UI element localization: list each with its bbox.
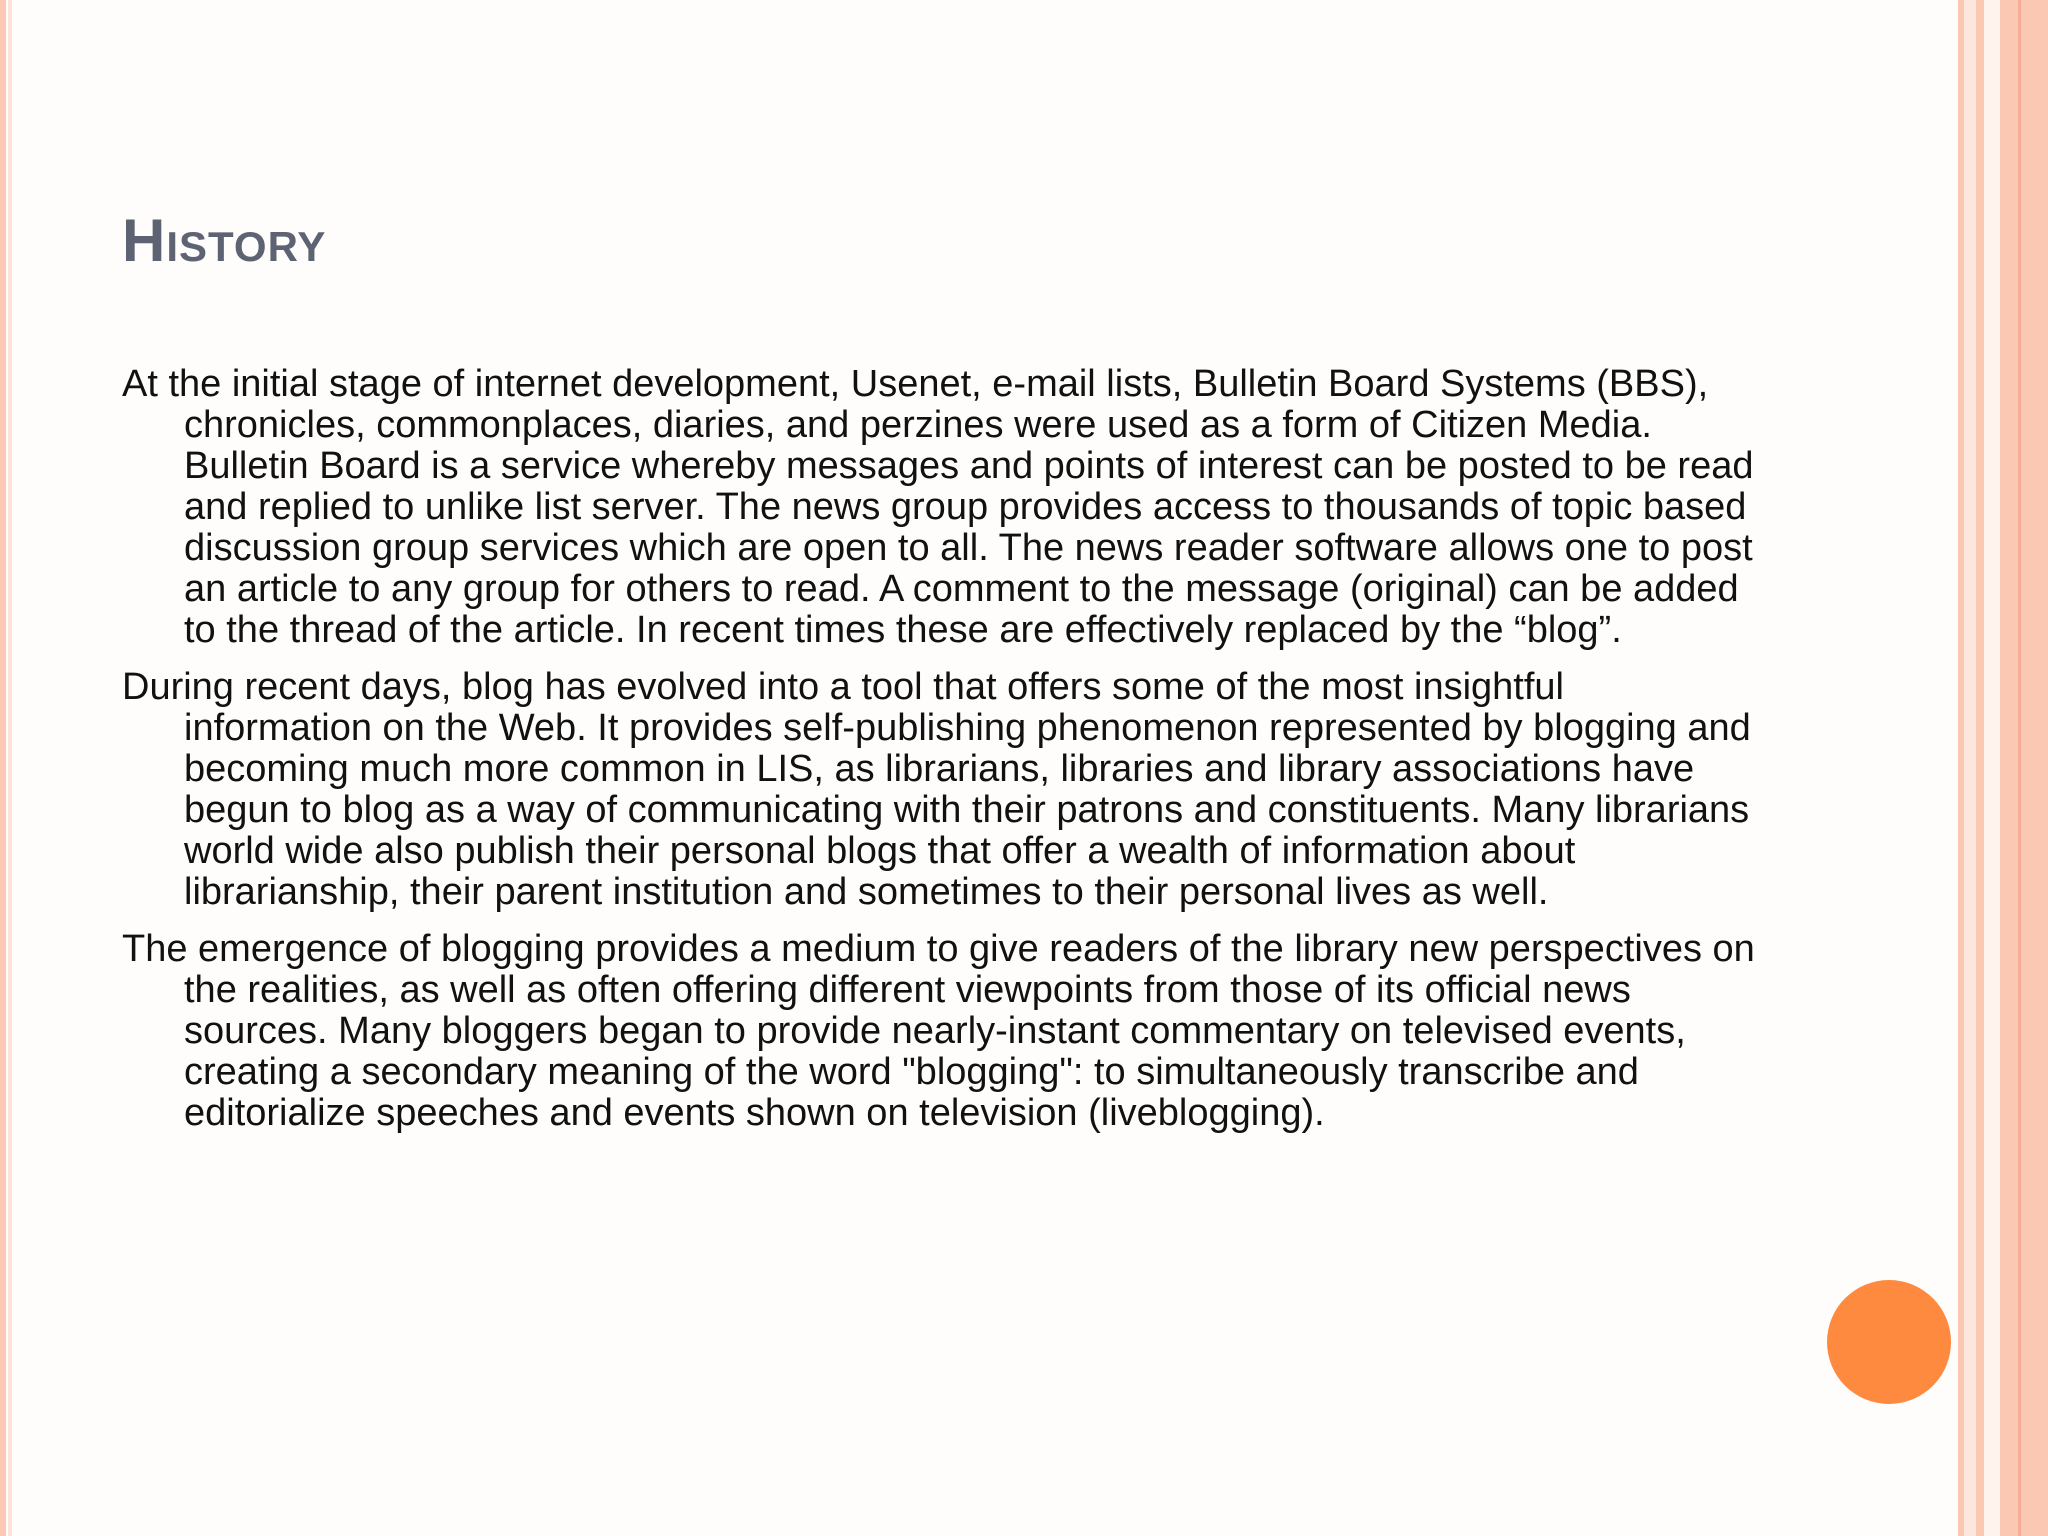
- left-border-inner-decoration: [8, 0, 12, 1536]
- stripe: [1964, 0, 1976, 1536]
- slide-title: History: [122, 207, 327, 274]
- paragraph-blog-evolution: During recent days, blog has evolved into a tool that offers some of the most insightful information on the Web. It provides self-publishing phenomenon represented by blogging and becoming much more common in LIS, as librarians, libraries and library associations have begun to blog as a way of communicating with their patrons and constituents. Many librarians world wide also publish their personal blogs that offer a wealth of information about librarianship, their parent institution and sometimes to their personal lives as well.: [122, 666, 1751, 913]
- left-border-decoration: [0, 0, 6, 1536]
- orange-circle-decoration: [1827, 1280, 1951, 1404]
- paragraph-history-usenet: At the initial stage of internet development, Usenet, e-mail lists, Bulletin Board Systems (BBS), chronicles, commonplaces, diaries, and perzines were used as a form of Citizen Media. Bulletin Board is a service whereby messages and points of interest can be posted to be read and replied to unlike list server. The news group provides access to thousands of topic based discussion group services which are open to all. The news reader software allows one to post an article to any group for others to read. A comment to the message (original) can be added to the thread of the article. In recent times these are effectively replaced by the “blog”.: [122, 363, 1754, 651]
- right-stripe-decoration: [1958, 0, 2048, 1536]
- stripe: [1984, 0, 2000, 1536]
- slide-body: [122, 364, 1762, 1150]
- stripe: [2018, 0, 2021, 1536]
- stripe: [1976, 0, 1984, 1536]
- paragraph-blogging-emergence: The emergence of blogging provides a medium to give readers of the library new perspectives on the realities, as well as often offering different viewpoints from those of its official news sources. Many bloggers began to provide nearly-instant commentary on televised events, creating a secondary meaning of the word "blogging": to simultaneously transcribe and editorialize speeches and events shown on television (liveblogging).: [122, 928, 1755, 1134]
- stripe: [2000, 0, 2048, 1536]
